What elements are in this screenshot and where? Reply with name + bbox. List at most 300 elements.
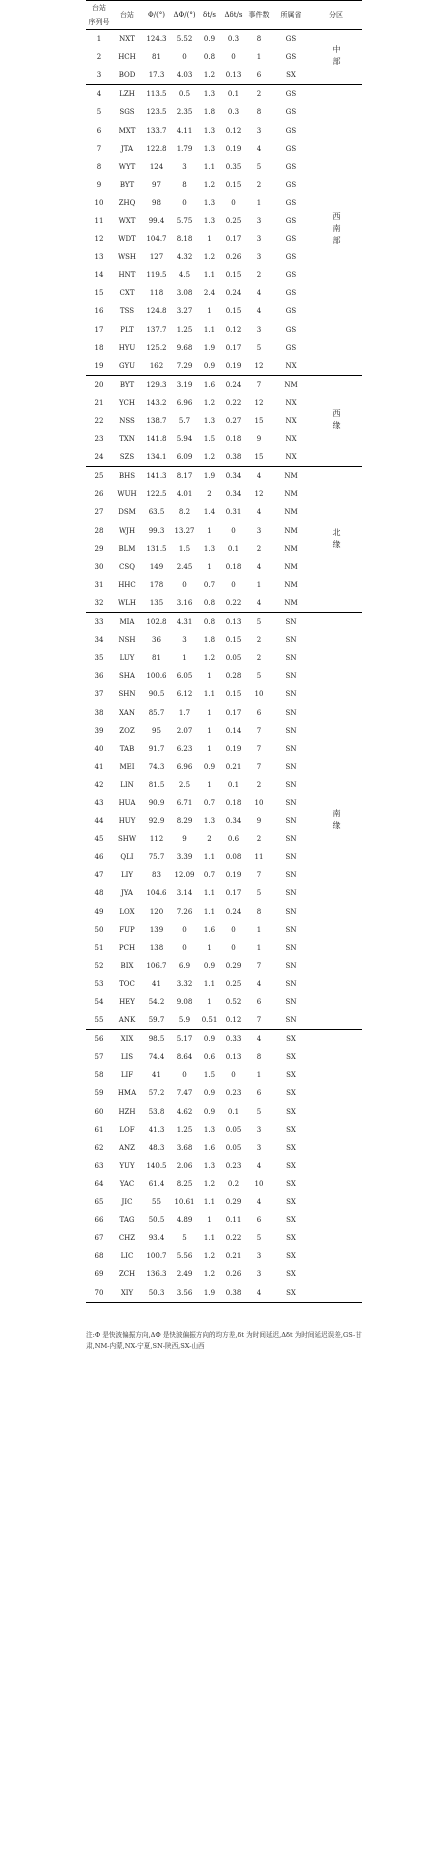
cell-phi: 141.8 [146, 435, 167, 444]
cell-number: 20 [94, 380, 104, 389]
cell-event-count: 3 [256, 526, 262, 535]
cell-delay-error: 0.3 [227, 108, 240, 117]
cell-station: HMA [117, 1089, 137, 1098]
cell-phi: 85.7 [148, 708, 165, 717]
cell-number: 30 [94, 562, 104, 571]
table-body-host [86, 30, 362, 1303]
cell-station: MIA [119, 618, 135, 627]
cell-delta-phi: 0.5 [178, 90, 191, 99]
cell-delay-error: 0.17 [225, 235, 242, 244]
cell-number: 13 [94, 253, 104, 262]
cell-delay-error: 0.18 [225, 435, 242, 444]
cell-delay: 0.51 [201, 1016, 218, 1025]
cell-delay: 1.2 [203, 654, 216, 663]
cell-phi: 178 [149, 580, 164, 589]
cell-province: SX [286, 1252, 296, 1261]
cell-number: 46 [94, 853, 104, 862]
cell-delay-error: 0.28 [225, 672, 242, 681]
cell-station: ANK [118, 1016, 136, 1025]
cell-delay-error: 0.22 [225, 1234, 242, 1243]
cell-event-count: 8 [256, 108, 262, 117]
cell-phi: 17.3 [148, 71, 165, 80]
cell-phi: 95 [152, 726, 161, 735]
cell-delta-phi: 3.27 [176, 307, 193, 316]
cell-phi: 141.3 [146, 472, 167, 481]
cell-number: 17 [94, 325, 104, 334]
cell-number: 43 [94, 798, 104, 807]
cell-delay: 1.3 [203, 90, 216, 99]
cell-province: SN [285, 744, 297, 753]
header-event-count: 事件数 [248, 11, 270, 19]
cell-delay-error: 0.29 [225, 1198, 242, 1207]
cell-station: CSQ [119, 562, 135, 571]
cell-event-count: 10 [254, 690, 264, 699]
cell-phi: 50.5 [148, 1216, 165, 1225]
cell-event-count: 1 [256, 1071, 262, 1080]
cell-delay: 2 [207, 835, 212, 844]
cell-delay-error: 0.26 [225, 253, 242, 262]
cell-province: SN [285, 798, 297, 807]
table-row [86, 1030, 362, 1049]
cell-province: NM [284, 544, 298, 553]
cell-station: JIC [121, 1198, 133, 1207]
cell-delay: 1.8 [203, 636, 216, 645]
cell-phi: 90.5 [148, 690, 165, 699]
cell-number: 62 [94, 1143, 104, 1152]
cell-station: HHC [118, 580, 136, 589]
cell-event-count: 10 [254, 798, 264, 807]
cell-delay: 1.1 [203, 271, 216, 280]
cell-event-count: 4 [256, 508, 262, 517]
cell-number: 10 [94, 198, 104, 207]
cell-delay: 1.1 [203, 325, 216, 334]
cell-station: HUA [118, 798, 136, 807]
cell-delay-error: 0.15 [225, 636, 242, 645]
cell-delay: 1.1 [203, 889, 216, 898]
cell-delay-error: 0.21 [225, 762, 242, 771]
cell-delay: 1 [207, 708, 212, 717]
cell-delta-phi: 0 [182, 1071, 187, 1080]
cell-phi: 99.3 [148, 526, 165, 535]
cell-phi: 134.1 [146, 453, 167, 462]
cell-province: SN [285, 618, 297, 627]
cell-delta-phi: 8.29 [176, 817, 193, 826]
cell-phi: 81 [152, 53, 161, 62]
cell-number: 48 [94, 889, 104, 898]
cell-event-count: 4 [256, 472, 262, 481]
cell-number: 34 [94, 636, 104, 645]
cell-delay-error: 0 [231, 526, 236, 535]
cell-station: HNT [118, 271, 136, 280]
cell-delay: 1.1 [203, 162, 216, 171]
cell-delay-error: 0.34 [225, 817, 242, 826]
cell-number: 49 [94, 907, 104, 916]
cell-delay: 1.3 [203, 417, 216, 426]
cell-station: BLM [118, 544, 136, 553]
cell-number: 1 [96, 35, 102, 44]
cell-event-count: 6 [256, 998, 262, 1007]
cell-phi: 133.7 [146, 126, 167, 135]
cell-station: CHZ [118, 1234, 136, 1243]
cell-delay-error: 0.15 [225, 180, 242, 189]
cell-event-count: 12 [254, 490, 264, 499]
cell-delay-error: 0.31 [225, 508, 242, 517]
cell-number: 52 [94, 961, 104, 970]
cell-event-count: 15 [254, 453, 264, 462]
cell-province: NX [285, 453, 297, 462]
cell-delta-phi: 8.18 [176, 235, 193, 244]
cell-delay-error: 0.18 [225, 562, 242, 571]
cell-delay-error: 0.17 [225, 708, 242, 717]
cell-phi: 48.3 [148, 1143, 165, 1152]
header-phi: Φ/(°) [147, 11, 166, 19]
cell-delay-error: 0.38 [225, 1288, 242, 1297]
cell-event-count: 2 [256, 835, 262, 844]
cell-phi: 119.5 [146, 271, 167, 280]
cell-delay: 0.7 [203, 871, 216, 880]
cell-province: SN [285, 907, 297, 916]
cell-phi: 92.9 [148, 817, 165, 826]
cell-number: 16 [94, 307, 104, 316]
cell-event-count: 15 [254, 417, 264, 426]
cell-province: GS [285, 144, 297, 153]
cell-number: 59 [94, 1089, 104, 1098]
cell-province: SN [285, 871, 297, 880]
cell-delta-phi: 1 [182, 654, 187, 663]
cell-province: GS [285, 271, 297, 280]
cell-delay: 0.8 [203, 598, 216, 607]
cell-delay: 1.9 [203, 472, 216, 481]
cell-province: SN [285, 762, 297, 771]
cell-province: SN [285, 636, 297, 645]
cell-province: GS [285, 162, 297, 171]
cell-province: SX [286, 1234, 296, 1243]
cell-delay: 0.9 [203, 961, 216, 970]
cell-number: 68 [94, 1252, 104, 1261]
cell-event-count: 3 [256, 1125, 262, 1134]
cell-delay-error: 0.24 [225, 380, 242, 389]
cell-event-count: 5 [256, 618, 262, 627]
cell-station: MEI [119, 762, 135, 771]
cell-number: 28 [94, 526, 104, 535]
cell-delta-phi: 4.62 [176, 1107, 193, 1116]
cell-station: NXT [119, 35, 135, 44]
cell-delay: 1 [207, 780, 212, 789]
cell-station: LIN [120, 780, 134, 789]
cell-delay-error: 0.08 [225, 853, 242, 862]
cell-delay: 1.2 [203, 180, 216, 189]
cell-number: 8 [96, 162, 102, 171]
cell-delta-phi: 9.68 [176, 343, 193, 352]
cell-event-count: 2 [256, 544, 262, 553]
cell-event-count: 4 [256, 598, 262, 607]
cell-station: JYA [121, 889, 133, 898]
cell-station: TAG [119, 1216, 135, 1225]
cell-province: GS [285, 235, 297, 244]
cell-delay-error: 0.1 [227, 544, 240, 553]
cell-province: SN [285, 1016, 297, 1025]
cell-delta-phi: 8.2 [178, 508, 191, 517]
cell-event-count: 5 [256, 672, 262, 681]
cell-station: TXN [119, 435, 135, 444]
cell-number: 11 [94, 216, 104, 225]
cell-station: WLH [118, 598, 136, 607]
cell-event-count: 4 [256, 289, 262, 298]
cell-delay: 1 [207, 943, 212, 952]
cell-station: TSS [119, 307, 135, 316]
cell-event-count: 1 [256, 943, 262, 952]
cell-delay-error: 0.12 [225, 126, 242, 135]
cell-province: SX [286, 1179, 296, 1188]
cell-station: LIC [120, 1252, 134, 1261]
cell-station: PCH [118, 943, 136, 952]
header-station: 台站 [120, 11, 134, 19]
cell-phi: 143.2 [146, 398, 167, 407]
cell-delta-phi: 6.09 [176, 453, 193, 462]
cell-delta-phi: 5.7 [178, 417, 191, 426]
cell-event-count: 3 [256, 253, 262, 262]
cell-province: SX [286, 71, 296, 80]
cell-event-count: 4 [256, 307, 262, 316]
cell-delta-phi: 6.9 [178, 961, 191, 970]
cell-event-count: 6 [256, 708, 262, 717]
cell-delay: 1.1 [203, 979, 216, 988]
cell-number: 51 [94, 943, 104, 952]
cell-station: WYT [118, 162, 136, 171]
cell-event-count: 7 [256, 744, 262, 753]
cell-delay: 1.1 [203, 690, 216, 699]
cell-number: 31 [94, 580, 104, 589]
station-table [86, 0, 362, 30]
cell-delay-error: 0.29 [225, 961, 242, 970]
cell-number: 2 [96, 53, 102, 62]
cell-delay: 1 [207, 562, 212, 571]
cell-delay: 1 [207, 307, 212, 316]
cell-province: GS [285, 35, 297, 44]
cell-phi: 63.5 [148, 508, 165, 517]
cell-delta-phi: 3.68 [176, 1143, 193, 1152]
region-group [86, 613, 362, 1030]
cell-phi: 118 [149, 289, 164, 298]
cell-province: NX [285, 398, 297, 407]
cell-province: GS [285, 289, 297, 298]
cell-delay-error: 0.34 [225, 490, 242, 499]
cell-delta-phi: 3 [182, 636, 187, 645]
cell-province: SN [285, 961, 297, 970]
cell-event-count: 6 [256, 1216, 262, 1225]
cell-delta-phi: 5 [182, 1234, 187, 1243]
cell-number: 65 [94, 1198, 104, 1207]
table-row [86, 467, 362, 486]
cell-province: SX [286, 1270, 296, 1279]
cell-station: ZOZ [119, 726, 135, 735]
cell-event-count: 7 [256, 1016, 262, 1025]
cell-event-count: 8 [256, 907, 262, 916]
header-station-number-line1: 台站 [92, 4, 106, 12]
cell-delta-phi: 2.45 [176, 562, 193, 571]
cell-station: QLI [120, 853, 134, 862]
cell-delta-phi: 7.29 [176, 361, 193, 370]
cell-event-count: 4 [256, 1035, 262, 1044]
cell-delta-phi: 4.03 [176, 71, 193, 80]
cell-phi: 139 [149, 925, 164, 934]
cell-province: GS [285, 180, 297, 189]
cell-phi: 104.7 [146, 235, 167, 244]
cell-station: DSM [118, 508, 136, 517]
cell-province: SX [286, 1107, 296, 1116]
cell-number: 70 [94, 1288, 104, 1297]
cell-station: SHW [117, 835, 137, 844]
cell-delta-phi: 3.08 [176, 289, 193, 298]
cell-delay-error: 0.13 [225, 71, 242, 80]
cell-phi: 59.7 [148, 1016, 165, 1025]
cell-number: 64 [94, 1179, 104, 1188]
cell-station: WDT [118, 235, 136, 244]
cell-phi: 99.4 [148, 216, 165, 225]
cell-delta-phi: 4.11 [176, 126, 193, 135]
cell-province: NM [284, 562, 298, 571]
cell-station: YCH [119, 398, 135, 407]
cell-number: 23 [94, 435, 104, 444]
cell-number: 19 [94, 361, 104, 370]
cell-number: 5 [96, 108, 102, 117]
table-row [86, 375, 362, 394]
cell-station: LUY [119, 654, 135, 663]
cell-event-count: 7 [256, 726, 262, 735]
cell-event-count: 1 [256, 53, 262, 62]
cell-phi: 125.2 [146, 343, 167, 352]
cell-event-count: 5 [256, 1234, 262, 1243]
cell-delta-phi: 6.12 [176, 690, 193, 699]
cell-station: ZHQ [118, 198, 136, 207]
cell-station: SHN [118, 690, 136, 699]
cell-number: 7 [96, 144, 102, 153]
cell-phi: 74.4 [148, 1053, 165, 1062]
cell-delay-error: 0 [231, 53, 236, 62]
cell-event-count: 3 [256, 1270, 262, 1279]
cell-delay-error: 0.17 [225, 343, 242, 352]
cell-phi: 124.8 [146, 307, 167, 316]
cell-event-count: 4 [256, 1288, 262, 1297]
cell-number: 57 [94, 1053, 104, 1062]
cell-phi: 120 [149, 907, 164, 916]
table-row [86, 30, 362, 48]
cell-province: SN [285, 925, 297, 934]
cell-province: SN [285, 817, 297, 826]
cell-number: 38 [94, 708, 104, 717]
cell-event-count: 1 [256, 198, 262, 207]
cell-province: SX [286, 1125, 296, 1134]
cell-delay-error: 0 [231, 925, 236, 934]
cell-number: 22 [94, 417, 104, 426]
cell-province: NM [284, 580, 298, 589]
cell-delta-phi: 4.32 [176, 253, 193, 262]
cell-delay: 1.9 [203, 1288, 216, 1297]
cell-station: SHA [119, 672, 135, 681]
cell-province: SN [285, 780, 297, 789]
header-delay-error: Δδt/s [224, 11, 243, 19]
cell-phi: 100.6 [146, 672, 167, 681]
cell-province: NM [284, 508, 298, 517]
cell-delta-phi: 3 [182, 162, 187, 171]
cell-event-count: 6 [256, 1089, 262, 1098]
cell-province: NM [284, 526, 298, 535]
cell-delta-phi: 3.32 [176, 979, 193, 988]
cell-delay: 1.3 [203, 198, 216, 207]
cell-delay: 0.8 [203, 618, 216, 627]
cell-delta-phi: 4.89 [176, 1216, 193, 1225]
cell-number: 44 [94, 817, 104, 826]
cell-region [310, 1030, 362, 1302]
cell-station: HZH [118, 1107, 136, 1116]
cell-event-count: 9 [256, 435, 262, 444]
cell-phi: 104.6 [146, 889, 167, 898]
cell-number: 41 [94, 762, 104, 771]
cell-station: LIS [120, 1053, 134, 1062]
cell-delay-error: 0.24 [225, 289, 242, 298]
cell-delay-error: 0.1 [227, 1107, 240, 1116]
cell-province: GS [285, 343, 297, 352]
cell-delay: 1.3 [203, 126, 216, 135]
cell-province: SX [286, 1198, 296, 1207]
cell-province: SX [286, 1216, 296, 1225]
cell-delta-phi: 13.27 [174, 526, 195, 535]
cell-event-count: 3 [256, 235, 262, 244]
cell-station: XIY [120, 1288, 134, 1297]
cell-province: SN [285, 726, 297, 735]
cell-province: NX [285, 417, 297, 426]
cell-event-count: 1 [256, 580, 262, 589]
cell-phi: 124 [149, 162, 164, 171]
cell-delay: 1.3 [203, 817, 216, 826]
cell-station: WUH [117, 490, 137, 499]
cell-station: FUP [119, 925, 135, 934]
cell-phi: 98.5 [148, 1035, 165, 1044]
cell-province: SN [285, 889, 297, 898]
cell-phi: 113.5 [146, 90, 167, 99]
cell-delay: 1.2 [203, 1179, 216, 1188]
cell-phi: 74.3 [148, 762, 165, 771]
cell-delay-error: 0.25 [225, 216, 242, 225]
cell-delay-error: 0.27 [225, 417, 242, 426]
cell-province: SX [286, 1288, 296, 1297]
cell-delay: 0.9 [203, 35, 216, 44]
cell-event-count: 9 [256, 817, 262, 826]
cell-event-count: 12 [254, 361, 264, 370]
cell-delta-phi: 4.5 [178, 271, 191, 280]
cell-delta-phi: 2.35 [176, 108, 193, 117]
cell-station: LZH [119, 90, 135, 99]
cell-phi: 81 [152, 654, 161, 663]
cell-phi: 36 [152, 636, 161, 645]
cell-province: GS [285, 126, 297, 135]
cell-event-count: 8 [256, 35, 262, 44]
cell-delta-phi: 6.96 [176, 762, 193, 771]
cell-number: 24 [94, 453, 104, 462]
cell-province: SN [285, 672, 297, 681]
cell-phi: 57.2 [148, 1089, 165, 1098]
cell-phi: 53.8 [148, 1107, 165, 1116]
header-region: 分区 [329, 11, 343, 19]
cell-number: 53 [94, 979, 104, 988]
cell-event-count: 3 [256, 216, 262, 225]
cell-event-count: 8 [256, 1053, 262, 1062]
cell-delay: 0.7 [203, 798, 216, 807]
cell-province: NM [284, 598, 298, 607]
cell-station: GYU [119, 361, 135, 370]
cell-event-count: 7 [256, 380, 262, 389]
table-note: 注:Φ 是快波偏振方向,ΔΦ 是快波偏振方向的均方差,δt 为时间延迟,Δδt 为时间延迟误差,GS-甘肃,NM-内蒙,NX-宁夏,SN-陕西,SX-山西 [86, 1331, 362, 1350]
